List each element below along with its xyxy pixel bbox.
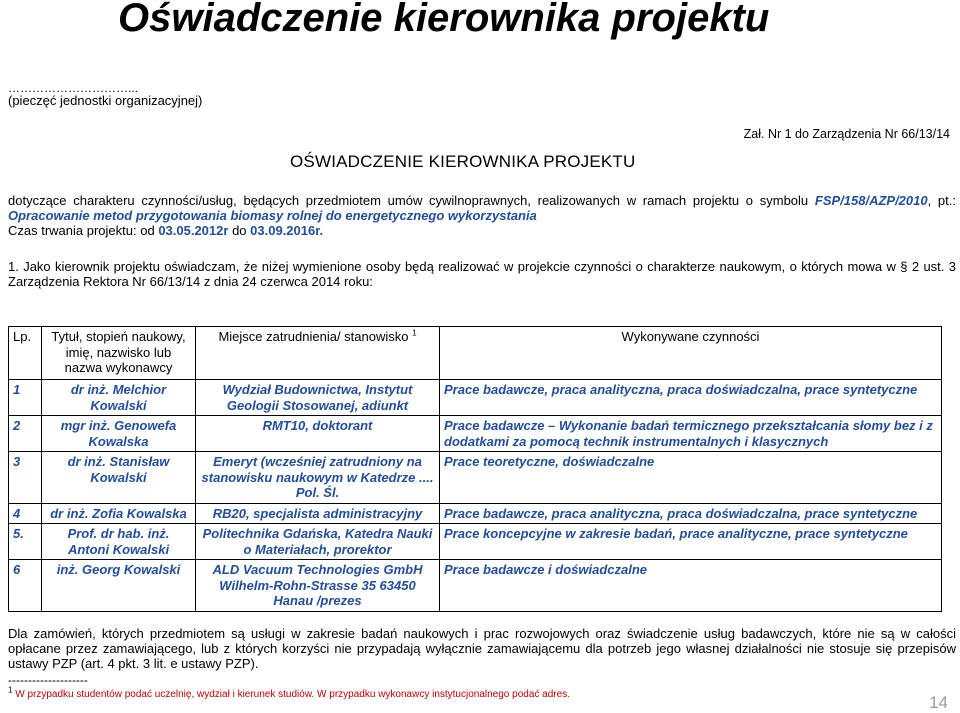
- row-lp: 1: [9, 380, 42, 416]
- row-lp: 6: [9, 560, 42, 612]
- date-to: 03.09.2016r.: [250, 223, 324, 238]
- row-activities: Prace badawcze, praca analityczna, praca doświadczalna, prace syntetyczne: [440, 503, 942, 524]
- stamp-label: (pieczęć jednostki organizacyjnej): [8, 93, 203, 108]
- row-name: dr inż. Stanisław Kowalski: [42, 452, 196, 504]
- project-symbol: FSP/158/AZP/2010: [814, 193, 928, 208]
- intro-paragraph: [8, 193, 956, 238]
- footnote-divider: --------------------: [8, 673, 88, 687]
- document-heading: OŚWIADCZENIE KIEROWNIKA PROJEKTU: [290, 152, 636, 171]
- row-lp: 5.: [9, 524, 42, 560]
- intro-prefix: dotyczące charakteru czynności/usług, będących przedmiotem umów cywilnoprawnych, realizowanych w ramach projektu o symbolu: [8, 193, 809, 208]
- header-place-footnote-mark: 1: [412, 328, 417, 338]
- row-place: RB20, specjalista administracyjny: [196, 503, 440, 524]
- footnote: [8, 685, 570, 700]
- row-lp: 4: [9, 503, 42, 524]
- row-name: dr inż. Zofia Kowalska: [42, 503, 196, 524]
- row-place: ALD Vacuum Technologies GmbH Wilhelm-Rohn-Strasse 35 63450 Hanau /prezes: [196, 560, 440, 612]
- row-name: dr inż. Melchior Kowalski: [42, 380, 196, 416]
- persons-table: [8, 326, 942, 612]
- table-row: [9, 524, 942, 560]
- pt-label: , pt.:: [927, 193, 956, 208]
- row-activities: Prace badawcze – Wykonanie badań termicznego przekształcania słomy bez i z dodatkami za pomocą technik instrumentalnych i klasycznych: [440, 416, 942, 452]
- row-activities: Prace koncepcyjne w zakresie badań, prace analityczne, prace syntetyczne: [440, 524, 942, 560]
- header-name: Tytuł, stopień naukowy, imię, nazwisko lub nazwa wykonawcy: [42, 327, 196, 380]
- table-header-row: [9, 327, 942, 380]
- row-activities: Prace badawcze, praca analityczna, praca doświadczalna, prace syntetyczne: [440, 380, 942, 416]
- row-lp: 3: [9, 452, 42, 504]
- duration-prefix: Czas trwania projektu: od: [8, 223, 155, 238]
- table-row: [9, 452, 942, 504]
- attachment-note: Zał. Nr 1 do Zarządzenia Nr 66/13/14: [743, 127, 950, 141]
- page-number: 14: [929, 693, 948, 712]
- table-row: [9, 560, 942, 612]
- slide-title: Oświadczenie kierownika projektu: [118, 0, 770, 40]
- date-from: 03.05.2012r: [158, 223, 229, 238]
- header-lp: Lp.: [9, 327, 42, 380]
- project-title: Opracowanie metod przygotowania biomasy rolnej do energetycznego wykorzystania: [8, 208, 537, 223]
- row-name: mgr inż. Genowefa Kowalska: [42, 416, 196, 452]
- footnote-text: W przypadku studentów podać uczelnię, wydział i kierunek studiów. W przypadku wykonawcy instytucjonalnego podać adres.: [15, 689, 570, 700]
- row-lp: 2: [9, 416, 42, 452]
- stamp-placeholder-dots: …………………………...: [8, 81, 139, 95]
- table-row: [9, 380, 942, 416]
- header-place-text: Miejsce zatrudnienia/ stanowisko: [218, 329, 409, 344]
- table-row: [9, 503, 942, 524]
- closing-paragraph: Dla zamówień, których przedmiotem są usługi w zakresie badań naukowych i prac rozwojowych oraz świadczenie usług badawczych, które nie są w całości opłacane przez zamawiającego, lub z których korzyści nie przypadają wyłącznie zamawiającemu dla potrzeb jego własnej działalności nie stosuje się przepisów ustawy PZP (art. 4 pkt. 3 lit. e ustawy PZP).: [8, 626, 956, 671]
- row-name: Prof. dr hab. inż. Antoni Kowalski: [42, 524, 196, 560]
- footnote-mark: 1: [8, 685, 13, 695]
- header-place: [196, 327, 440, 380]
- table-row: [9, 416, 942, 452]
- row-place: Politechnika Gdańska, Katedra Nauki o Materiałach, prorektor: [196, 524, 440, 560]
- header-activities: Wykonywane czynności: [440, 327, 942, 380]
- row-place: RMT10, doktorant: [196, 416, 440, 452]
- row-activities: Prace badawcze i doświadczalne: [440, 560, 942, 612]
- declaration-paragraph: 1. Jako kierownik projektu oświadczam, że niżej wymienione osoby będą realizować w projekcie czynności o charakterze naukowym, o których mowa w § 2 ust. 3 Zarządzenia Rektora Nr 66/13/14 z dnia 24 czerwca 2014 roku:: [8, 259, 956, 289]
- row-activities: Prace teoretyczne, doświadczalne: [440, 452, 942, 504]
- duration-to: do: [232, 223, 247, 238]
- row-place: Emeryt (wcześniej zatrudniony na stanowisku naukowym w Katedrze .... Pol. Śl.: [196, 452, 440, 504]
- row-place: Wydział Budownictwa, Instytut Geologii Stosowanej, adiunkt: [196, 380, 440, 416]
- row-name: inż. Georg Kowalski: [42, 560, 196, 612]
